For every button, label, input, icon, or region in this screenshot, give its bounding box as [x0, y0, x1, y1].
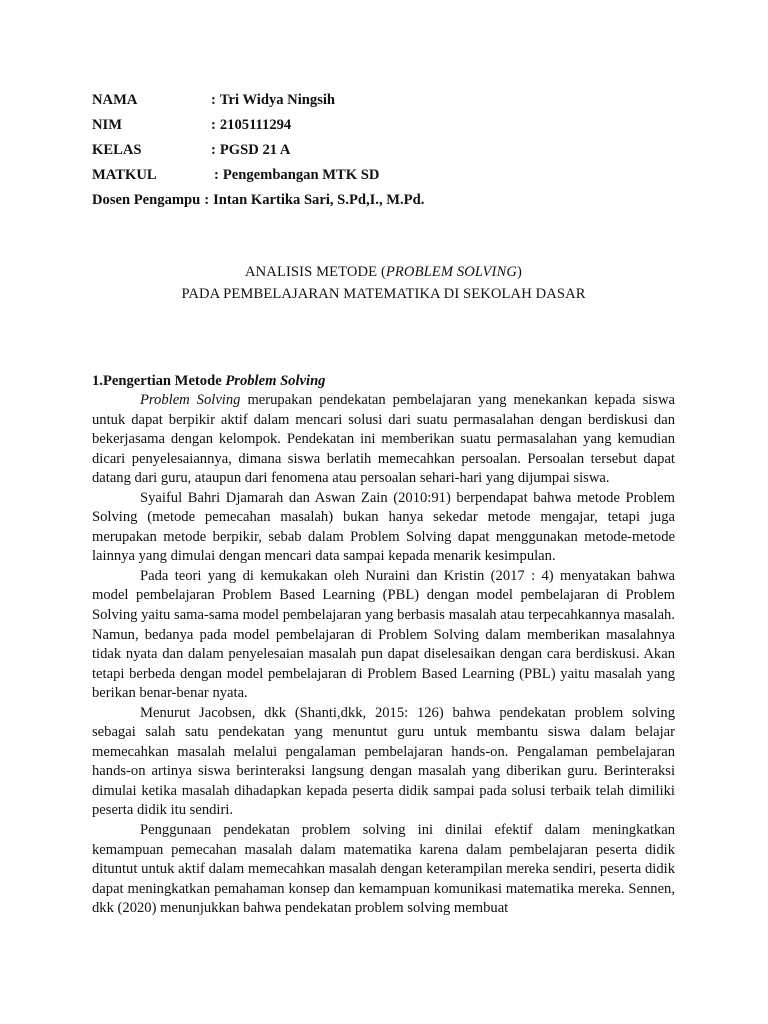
identity-row-dosen: [92, 188, 675, 213]
identity-colon: :: [211, 142, 216, 158]
identity-value: Tri Widya Ningsih: [219, 92, 336, 108]
identity-row-nim: [92, 113, 675, 138]
identity-row-kelas: [92, 138, 675, 163]
paragraph-italic-term: Problem Solving: [140, 392, 241, 408]
paragraph-3: Pada teori yang di kemukakan oleh Nuraini dan Kristin (2017 : 4) menyatakan bahwa model pembelajaran Problem Based Learning (PBL) dengan model pembelajaran di Problem Solving yaitu sama-sama model pembelajaran yang berbasis masalah atau terpecahkannya masalah. Namun, bedanya pada model pembelajaran di Problem Solving dalam memberikan masalahnya tidak nyata dan dalam penyelesaian masalah pun dapat diselesaikan dengan cara berdiskusi. Akan tetapi berbeda dengan model pembelajaran di Problem Based Learning (PBL) yaitu masalah yang berikan benar-benar nyata.: [92, 567, 675, 702]
paragraph-1: [92, 391, 675, 489]
title-line-2: PADA PEMBELAJARAN MATEMATIKA DI SEKOLAH DASAR: [181, 286, 586, 302]
identity-colon: :: [211, 117, 216, 133]
section-heading: [92, 371, 675, 391]
paragraph-2: Syaiful Bahri Djamarah dan Aswan Zain (2010:91) berpendapat bahwa metode Problem Solving (metode pemecahan masalah) bukan hanya sekedar metode mengajar, tetapi juga merupakan metode berpikir, sebab dalam Problem Solving dapat menggunakan metode-metode lainnya yang dimulai dengan mencari data sampai kepada menarik kesimpulan.: [92, 489, 675, 565]
title-suffix: ): [516, 264, 522, 280]
identity-colon: :: [214, 167, 219, 183]
document-title: [92, 261, 675, 305]
student-identity-block: [92, 88, 675, 213]
identity-label: Dosen Pengampu: [92, 192, 201, 208]
paragraph-5: Penggunaan pendekatan problem solving ini dinilai efektif dalam meningkatkan kemampuan pemecahan masalah dalam matematika karena dalam pembelajaran peserta didik dituntut untuk aktif dalam memecahkan masalah dengan keterampilan mereka sendiri, peserta didik dapat meningkatkan pemahaman konsep dan kemampuan komunikasi matematika mereka. Sennen, dkk (2020) menunjukkan bahwa pendekatan problem solving membuat: [92, 822, 675, 917]
identity-colon: :: [211, 92, 216, 108]
identity-value: PGSD 21 A: [219, 142, 291, 158]
document-page: [92, 88, 675, 919]
paragraph-4: Menurut Jacobsen, dkk (Shanti,dkk, 2015: 126) bahwa pendekatan problem solving sebagai salah satu pendekatan yang menuntut guru untuk membantu siswa dalam belajar memecahkan masalah melalui pengalaman pembelajaran hands-on. Pengalaman pembelajaran hands-on artinya siswa berinteraksi langsung dengan masalah yang diberikan guru. Berinteraksi dimulai ketika masalah dihadapkan kepada peserta didik sampai pada solusi terbaik telah dimiliki peserta didik itu sendiri.: [92, 704, 675, 819]
identity-label: MATKUL: [92, 167, 157, 183]
identity-label: NIM: [92, 117, 122, 133]
paragraph-text: merupakan pendekatan pembelajaran yang menekankan kepada siswa untuk dapat berpikir aktif dalam mencari solusi dari suatu permasalahan dengan berdiskusi dan bekerjasama dengan kelompok. Pendekatan ini memberikan suatu permasalahan yang kemudian dicari penyelesaiannya, dimana siswa berlatih memecahkan persoalan. Persoalan tersebut dapat datang dari guru, ataupun dari fenomena atau persoalan sehari-hari yang dijumpai siswa.: [92, 392, 675, 487]
section-body: [92, 391, 675, 919]
identity-label: NAMA: [92, 92, 138, 108]
title-prefix: ANALISIS METODE (: [245, 264, 386, 280]
identity-value: 2105111294: [219, 117, 292, 133]
identity-row-nama: [92, 88, 675, 113]
title-italic: PROBLEM SOLVING: [385, 264, 517, 280]
identity-label: KELAS: [92, 142, 142, 158]
heading-prefix: 1.Pengertian Metode: [92, 373, 226, 389]
identity-row-matkul: [92, 163, 675, 188]
identity-value: Pengembangan MTK SD: [222, 167, 380, 183]
identity-value: Intan Kartika Sari, S.Pd,I., M.Pd.: [213, 192, 425, 208]
title-line-1: [92, 261, 675, 283]
heading-italic: Problem Solving: [225, 373, 326, 389]
identity-colon: :: [204, 192, 210, 208]
